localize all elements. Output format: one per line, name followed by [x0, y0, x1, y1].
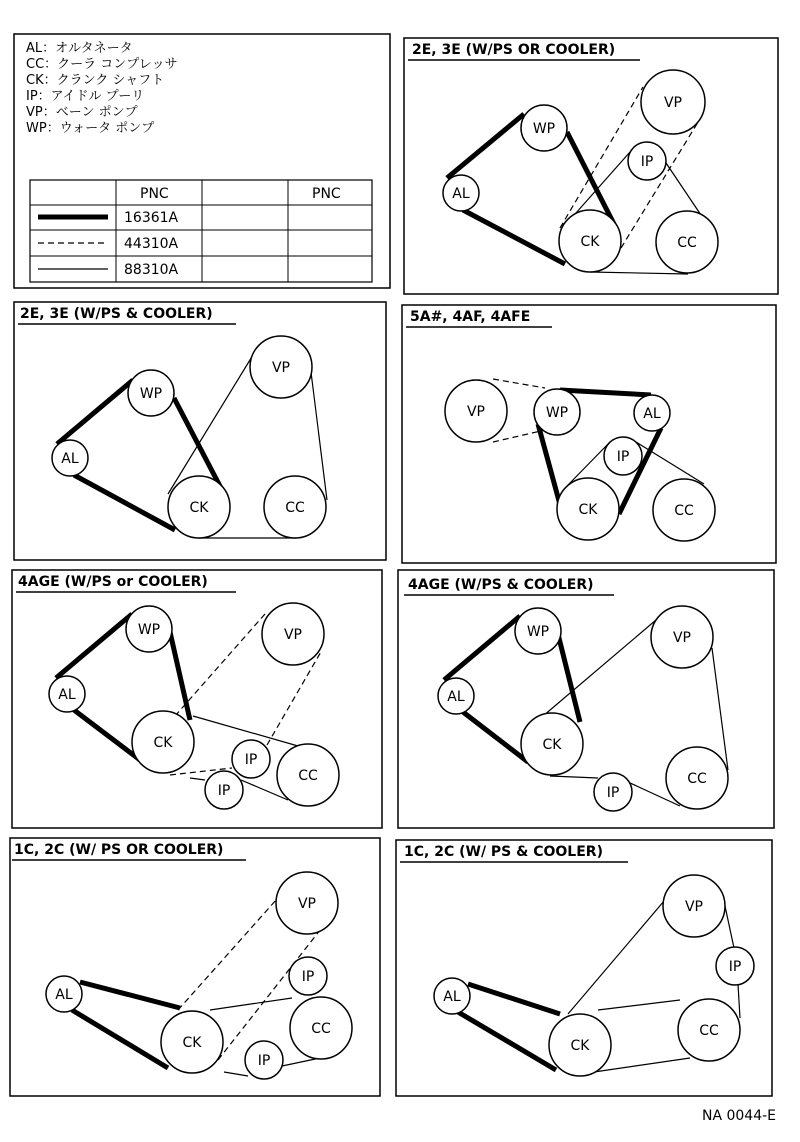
- panel-title: 5A#, 4AF, 4AFE: [410, 309, 531, 325]
- wp-label: WP: [137, 622, 161, 638]
- thick-belt: [72, 1010, 168, 1068]
- vp-label: VP: [663, 95, 683, 111]
- wp-label: WP: [526, 624, 550, 640]
- thin-belt: [738, 984, 740, 1018]
- cc-label: CC: [687, 771, 707, 787]
- ck-label: CK: [189, 500, 209, 516]
- panel-2e3e-ps-and-cooler: [14, 302, 386, 560]
- cc-label: CC: [677, 235, 697, 251]
- legend-item-wp: WP：ウォータ ポンプ: [26, 121, 155, 136]
- thin-belt: [190, 778, 205, 780]
- vp-label: VP: [283, 627, 303, 643]
- cc-label: CC: [311, 1021, 331, 1037]
- vp-label: VP: [271, 360, 291, 376]
- pnc-header-1: PNC: [140, 186, 169, 202]
- pnc-value-thin: 88310A: [124, 262, 179, 278]
- ip-label: IP: [217, 783, 231, 799]
- thin-belt: [550, 776, 598, 778]
- cc-label: CC: [285, 500, 305, 516]
- thick-belt: [74, 475, 175, 530]
- vp-label: VP: [684, 899, 704, 915]
- vp-label: VP: [672, 630, 692, 646]
- pnc-table: [30, 180, 372, 282]
- legend-item-al: AL：オルタネータ: [26, 41, 133, 56]
- thick-belt: [170, 632, 190, 720]
- dashed-belt: [493, 430, 545, 442]
- pnc-value-dashed: 44310A: [124, 236, 179, 252]
- panel-4age-ps-or-cooler: [12, 570, 382, 828]
- ck-label: CK: [580, 234, 600, 250]
- wp-label: WP: [139, 386, 163, 402]
- thick-belt: [56, 614, 132, 678]
- thick-belt: [444, 616, 520, 680]
- panel-1c2c-ps-or-cooler: [10, 838, 380, 1096]
- legend-item-cc: CC：クーラ コンプレッサ: [26, 57, 178, 72]
- panel-5a-4af-4afe: [402, 305, 776, 563]
- dashed-belt: [175, 614, 265, 716]
- thick-belt: [468, 984, 560, 1014]
- thin-belt: [598, 1000, 680, 1010]
- ck-label: CK: [153, 735, 173, 751]
- thick-belt: [463, 712, 528, 762]
- dashed-belt: [178, 890, 285, 1010]
- vp-label: VP: [466, 404, 486, 420]
- ip-label: IP: [606, 785, 620, 801]
- panel-title: 1C, 2C (W/ PS OR COOLER): [14, 842, 224, 858]
- legend-item-ck: CK：クランク シャフト: [26, 73, 165, 88]
- thin-belt: [311, 372, 327, 500]
- panel-title: 4AGE (W/PS or COOLER): [18, 574, 208, 590]
- thin-belt: [568, 894, 670, 1014]
- al-label: AL: [447, 689, 465, 705]
- ip-label: IP: [257, 1053, 271, 1069]
- al-label: AL: [55, 987, 73, 1003]
- thick-belt: [447, 114, 524, 178]
- panel-1c2c-ps-and-cooler: [396, 840, 772, 1096]
- figure-code: NA 0044-E: [701, 1108, 776, 1124]
- panel-title: 4AGE (W/PS & COOLER): [408, 577, 594, 593]
- pnc-header-2: PNC: [312, 186, 341, 202]
- ip-label: IP: [301, 969, 315, 985]
- thick-belt: [463, 210, 565, 264]
- panel-title: 2E, 3E (W/PS OR COOLER): [412, 42, 616, 58]
- wp-label: WP: [532, 121, 556, 137]
- ip-label: IP: [244, 752, 258, 768]
- thick-belt: [458, 1012, 556, 1070]
- panel-title: 1C, 2C (W/ PS & COOLER): [404, 844, 603, 860]
- vp-label: VP: [297, 896, 317, 912]
- pnc-value-thick: 16361A: [124, 210, 179, 226]
- legend-item-ip: IP：アイドル プーリ: [26, 89, 145, 104]
- thin-belt: [224, 1072, 248, 1076]
- thin-belt: [210, 998, 292, 1010]
- ip-label: IP: [616, 449, 630, 465]
- al-label: AL: [643, 406, 661, 422]
- thick-belt: [558, 634, 580, 722]
- legend-box: [14, 34, 390, 288]
- thin-belt: [590, 272, 688, 274]
- legend-item-vp: VP：ベーン ポンプ: [26, 105, 138, 120]
- thick-belt: [560, 390, 651, 395]
- dashed-belt: [493, 379, 545, 388]
- al-label: AL: [452, 186, 470, 202]
- wp-label: WP: [545, 405, 569, 421]
- al-label: AL: [58, 687, 76, 703]
- thick-belt: [57, 380, 133, 444]
- ck-label: CK: [578, 502, 598, 518]
- ck-label: CK: [182, 1035, 202, 1051]
- al-label: AL: [443, 989, 461, 1005]
- panel-2e3e-ps-or-cooler: [404, 38, 778, 294]
- thick-belt: [80, 982, 180, 1008]
- cc-label: CC: [674, 503, 694, 519]
- panel-4age-ps-and-cooler: [398, 570, 774, 828]
- ck-label: CK: [542, 737, 562, 753]
- cc-label: CC: [298, 768, 318, 784]
- thin-belt: [282, 1058, 320, 1066]
- thick-belt: [74, 710, 140, 760]
- ck-label: CK: [570, 1038, 590, 1054]
- cc-label: CC: [699, 1023, 719, 1039]
- panel-title: 2E, 3E (W/PS & COOLER): [20, 306, 213, 322]
- ip-label: IP: [728, 959, 742, 975]
- al-label: AL: [61, 451, 79, 467]
- thin-belt: [594, 1058, 690, 1072]
- ip-label: IP: [640, 154, 654, 170]
